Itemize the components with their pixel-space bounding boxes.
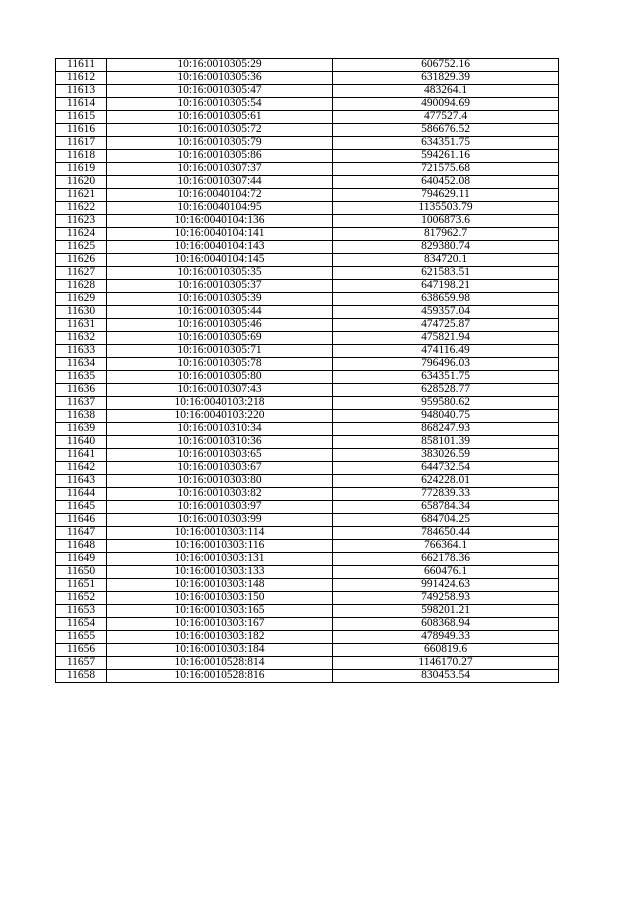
value-cell: 478949.33: [333, 631, 559, 644]
row-number-cell: 11630: [56, 306, 107, 319]
cadastral-number-cell: 10:16:0010305:37: [107, 280, 333, 293]
cadastral-number-cell: 10:16:0010310:34: [107, 423, 333, 436]
cadastral-number-cell: 10:16:0010303:131: [107, 553, 333, 566]
value-cell: 834720.1: [333, 254, 559, 267]
table-row: [56, 345, 559, 358]
cadastral-number-cell: 10:16:0010310:36: [107, 436, 333, 449]
value-cell: 586676.52: [333, 124, 559, 137]
value-cell: 459357.04: [333, 306, 559, 319]
row-number-cell: 11654: [56, 618, 107, 631]
cadastral-number-cell: 10:16:0010305:54: [107, 98, 333, 111]
cadastral-number-cell: 10:16:0010303:97: [107, 501, 333, 514]
cadastral-number-cell: 10:16:0040104:136: [107, 215, 333, 228]
value-cell: 829380.74: [333, 241, 559, 254]
table-row: [56, 410, 559, 423]
row-number-cell: 11638: [56, 410, 107, 423]
table-row: [56, 358, 559, 371]
value-cell: 658784.34: [333, 501, 559, 514]
table-row: [56, 462, 559, 475]
value-cell: 383026.59: [333, 449, 559, 462]
row-number-cell: 11657: [56, 657, 107, 670]
value-cell: 474116.49: [333, 345, 559, 358]
row-number-cell: 11616: [56, 124, 107, 137]
row-number-cell: 11620: [56, 176, 107, 189]
table-row: [56, 592, 559, 605]
cadastral-number-cell: 10:16:0010305:47: [107, 85, 333, 98]
row-number-cell: 11646: [56, 514, 107, 527]
table-row: [56, 150, 559, 163]
value-cell: 1146170.27: [333, 657, 559, 670]
row-number-cell: 11629: [56, 293, 107, 306]
table-row: [56, 605, 559, 618]
value-cell: 660476.1: [333, 566, 559, 579]
table-row: [56, 59, 559, 72]
cadastral-number-cell: 10:16:0010305:46: [107, 319, 333, 332]
row-number-cell: 11658: [56, 670, 107, 683]
value-cell: 638659.98: [333, 293, 559, 306]
table-row: [56, 137, 559, 150]
value-cell: 662178.36: [333, 553, 559, 566]
value-cell: 634351.75: [333, 371, 559, 384]
value-cell: 490094.69: [333, 98, 559, 111]
row-number-cell: 11618: [56, 150, 107, 163]
row-number-cell: 11625: [56, 241, 107, 254]
table-row: [56, 280, 559, 293]
cadastral-number-cell: 10:16:0010303:148: [107, 579, 333, 592]
row-number-cell: 11647: [56, 527, 107, 540]
cadastral-number-cell: 10:16:0040104:145: [107, 254, 333, 267]
row-number-cell: 11648: [56, 540, 107, 553]
table-row: [56, 111, 559, 124]
table-row: [56, 423, 559, 436]
table-row: [56, 670, 559, 683]
table-row: [56, 85, 559, 98]
table-row: [56, 319, 559, 332]
row-number-cell: 11649: [56, 553, 107, 566]
row-number-cell: 11622: [56, 202, 107, 215]
value-cell: 475821.94: [333, 332, 559, 345]
row-number-cell: 11655: [56, 631, 107, 644]
value-cell: 631829.39: [333, 72, 559, 85]
cadastral-number-cell: 10:16:0010303:150: [107, 592, 333, 605]
row-number-cell: 11636: [56, 384, 107, 397]
table-row: [56, 215, 559, 228]
cadastral-number-cell: 10:16:0010303:165: [107, 605, 333, 618]
cadastral-number-cell: 10:16:0040104:72: [107, 189, 333, 202]
row-number-cell: 11617: [56, 137, 107, 150]
value-cell: 594261.16: [333, 150, 559, 163]
value-cell: 794629.11: [333, 189, 559, 202]
table-row: [56, 241, 559, 254]
cadastral-number-cell: 10:16:0010303:182: [107, 631, 333, 644]
table-row: [56, 449, 559, 462]
cadastral-number-cell: 10:16:0040104:143: [107, 241, 333, 254]
row-number-cell: 11615: [56, 111, 107, 124]
table-row: [56, 384, 559, 397]
value-cell: 796496.03: [333, 358, 559, 371]
cadastral-number-cell: 10:16:0010305:72: [107, 124, 333, 137]
table-row: [56, 527, 559, 540]
cadastral-number-cell: 10:16:0010305:78: [107, 358, 333, 371]
value-cell: 1006873.6: [333, 215, 559, 228]
value-cell: 474725.87: [333, 319, 559, 332]
table-row: [56, 475, 559, 488]
cadastral-number-cell: 10:16:0010303:67: [107, 462, 333, 475]
cadastral-number-cell: 10:16:0010305:69: [107, 332, 333, 345]
row-number-cell: 11634: [56, 358, 107, 371]
value-cell: 644732.54: [333, 462, 559, 475]
value-cell: 684704.25: [333, 514, 559, 527]
table-row: [56, 501, 559, 514]
cadastral-number-cell: 10:16:0010305:80: [107, 371, 333, 384]
value-cell: 624228.01: [333, 475, 559, 488]
table-row: [56, 514, 559, 527]
cadastral-number-cell: 10:16:0010303:167: [107, 618, 333, 631]
row-number-cell: 11653: [56, 605, 107, 618]
row-number-cell: 11632: [56, 332, 107, 345]
table-row: [56, 98, 559, 111]
value-cell: 606752.16: [333, 59, 559, 72]
cadastral-number-cell: 10:16:0010307:43: [107, 384, 333, 397]
value-cell: 991424.63: [333, 579, 559, 592]
cadastral-number-cell: 10:16:0010305:44: [107, 306, 333, 319]
table-row: [56, 163, 559, 176]
value-cell: 721575.68: [333, 163, 559, 176]
table-row: [56, 332, 559, 345]
row-number-cell: 11623: [56, 215, 107, 228]
table-row: [56, 657, 559, 670]
cadastral-number-cell: 10:16:0010303:184: [107, 644, 333, 657]
value-cell: 640452.08: [333, 176, 559, 189]
row-number-cell: 11633: [56, 345, 107, 358]
value-cell: 660819.6: [333, 644, 559, 657]
cadastral-number-cell: 10:16:0010305:36: [107, 72, 333, 85]
row-number-cell: 11612: [56, 72, 107, 85]
cadastral-number-cell: 10:16:0010307:37: [107, 163, 333, 176]
row-number-cell: 11614: [56, 98, 107, 111]
value-cell: 830453.54: [333, 670, 559, 683]
row-number-cell: 11626: [56, 254, 107, 267]
table-row: [56, 566, 559, 579]
value-cell: 628528.77: [333, 384, 559, 397]
data-table: [55, 58, 559, 683]
value-cell: 784650.44: [333, 527, 559, 540]
cadastral-number-cell: 10:16:0010303:133: [107, 566, 333, 579]
table-body: [56, 59, 559, 683]
cadastral-number-cell: 10:16:0040104:95: [107, 202, 333, 215]
table-row: [56, 371, 559, 384]
row-number-cell: 11641: [56, 449, 107, 462]
table-row: [56, 488, 559, 501]
table-row: [56, 540, 559, 553]
cadastral-number-cell: 10:16:0010305:61: [107, 111, 333, 124]
table-row: [56, 306, 559, 319]
cadastral-number-cell: 10:16:0010303:116: [107, 540, 333, 553]
row-number-cell: 11611: [56, 59, 107, 72]
table-row: [56, 202, 559, 215]
value-cell: 959580.62: [333, 397, 559, 410]
row-number-cell: 11644: [56, 488, 107, 501]
table-row: [56, 436, 559, 449]
table-row: [56, 553, 559, 566]
cadastral-number-cell: 10:16:0010528:816: [107, 670, 333, 683]
value-cell: 868247.93: [333, 423, 559, 436]
table-row: [56, 176, 559, 189]
table-row: [56, 267, 559, 280]
table-row: [56, 72, 559, 85]
row-number-cell: 11642: [56, 462, 107, 475]
table-row: [56, 293, 559, 306]
row-number-cell: 11656: [56, 644, 107, 657]
cadastral-number-cell: 10:16:0040103:220: [107, 410, 333, 423]
cadastral-number-cell: 10:16:0010305:79: [107, 137, 333, 150]
cadastral-number-cell: 10:16:0010528:814: [107, 657, 333, 670]
row-number-cell: 11643: [56, 475, 107, 488]
row-number-cell: 11619: [56, 163, 107, 176]
row-number-cell: 11639: [56, 423, 107, 436]
cadastral-number-cell: 10:16:0010305:71: [107, 345, 333, 358]
cadastral-number-cell: 10:16:0010303:80: [107, 475, 333, 488]
cadastral-number-cell: 10:16:0010303:65: [107, 449, 333, 462]
cadastral-number-cell: 10:16:0040104:141: [107, 228, 333, 241]
value-cell: 483264.1: [333, 85, 559, 98]
table-row: [56, 397, 559, 410]
value-cell: 634351.75: [333, 137, 559, 150]
value-cell: 598201.21: [333, 605, 559, 618]
value-cell: 766364.1: [333, 540, 559, 553]
row-number-cell: 11627: [56, 267, 107, 280]
value-cell: 749258.93: [333, 592, 559, 605]
row-number-cell: 11652: [56, 592, 107, 605]
row-number-cell: 11650: [56, 566, 107, 579]
row-number-cell: 11613: [56, 85, 107, 98]
row-number-cell: 11631: [56, 319, 107, 332]
table-row: [56, 189, 559, 202]
cadastral-number-cell: 10:16:0010303:114: [107, 527, 333, 540]
cadastral-number-cell: 10:16:0010305:86: [107, 150, 333, 163]
table-row: [56, 631, 559, 644]
cadastral-number-cell: 10:16:0040103:218: [107, 397, 333, 410]
value-cell: 948040.75: [333, 410, 559, 423]
value-cell: 858101.39: [333, 436, 559, 449]
cadastral-number-cell: 10:16:0010303:82: [107, 488, 333, 501]
value-cell: 621583.51: [333, 267, 559, 280]
table-row: [56, 228, 559, 241]
row-number-cell: 11651: [56, 579, 107, 592]
row-number-cell: 11621: [56, 189, 107, 202]
row-number-cell: 11624: [56, 228, 107, 241]
table-row: [56, 254, 559, 267]
row-number-cell: 11640: [56, 436, 107, 449]
value-cell: 772839.33: [333, 488, 559, 501]
row-number-cell: 11635: [56, 371, 107, 384]
value-cell: 477527.4: [333, 111, 559, 124]
row-number-cell: 11637: [56, 397, 107, 410]
value-cell: 817962.7: [333, 228, 559, 241]
table-row: [56, 579, 559, 592]
value-cell: 647198.21: [333, 280, 559, 293]
value-cell: 608368.94: [333, 618, 559, 631]
row-number-cell: 11628: [56, 280, 107, 293]
cadastral-number-cell: 10:16:0010307:44: [107, 176, 333, 189]
cadastral-number-cell: 10:16:0010305:39: [107, 293, 333, 306]
value-cell: 1135503.79: [333, 202, 559, 215]
cadastral-number-cell: 10:16:0010305:35: [107, 267, 333, 280]
table-row: [56, 124, 559, 137]
row-number-cell: 11645: [56, 501, 107, 514]
table-row: [56, 644, 559, 657]
table-row: [56, 618, 559, 631]
cadastral-number-cell: 10:16:0010305:29: [107, 59, 333, 72]
cadastral-number-cell: 10:16:0010303:99: [107, 514, 333, 527]
